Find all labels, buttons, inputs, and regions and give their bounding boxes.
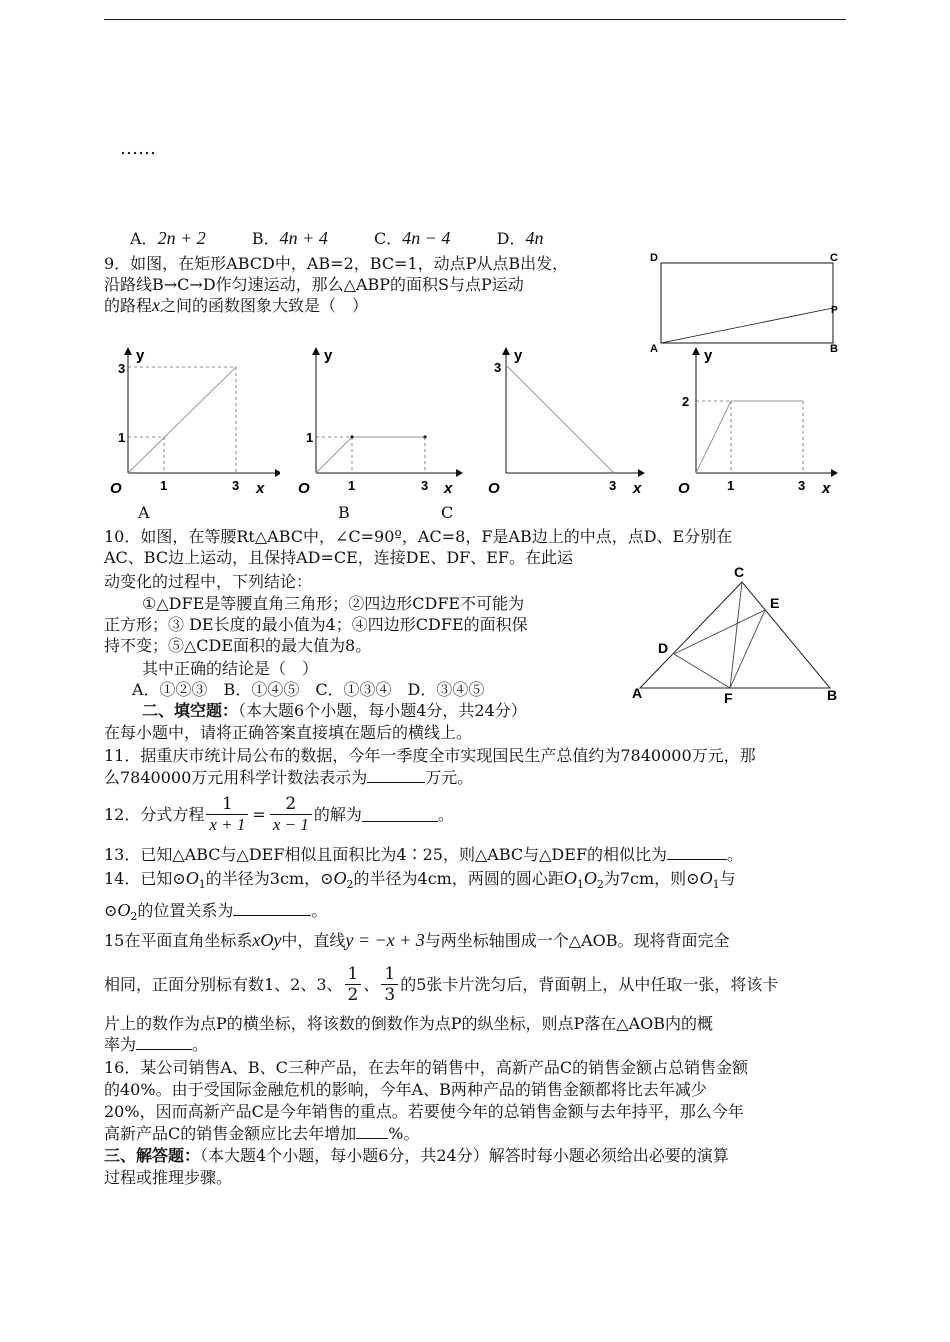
segment-de (674, 610, 765, 654)
q8-option-a: A． (130, 229, 158, 248)
graph-b (298, 345, 468, 505)
graph-b-x-label: x (444, 480, 453, 497)
graph-b-tick-y1: 1 (306, 430, 314, 445)
q9-line2: 沿路线B→C→D作匀速运动，那么△ABP的面积S与点P运动 (104, 275, 524, 294)
rect-label-b: B (830, 343, 838, 355)
q11-line2a: 么7840000万元用科学计数法表示为 (104, 768, 368, 787)
q8-option-c: C． (374, 229, 403, 248)
q12-post: 的解为 (313, 804, 362, 824)
q16-line3: 20%，因而高新产品C是今年销售的重点。若要使今年的总销售金额与去年持平，那么今年 (104, 1102, 744, 1121)
graph-b-origin: O (298, 480, 310, 497)
q16-line4: 高新产品C的销售金额应比去年增加 %。 (104, 1124, 420, 1143)
q8-option-b: B． (251, 229, 280, 248)
q11-line1: 11．据重庆市统计局公布的数据，今年一季度全市实现国民生产总值约为7840000万元，那 (104, 746, 756, 765)
graph-a-tick-x3: 3 (232, 478, 240, 493)
q9-line1: 9．如图，在矩形ABCD中，AB=2，BC=1，动点P从点B出发， (104, 254, 569, 273)
graph-b-tick-x3: 3 (421, 478, 429, 493)
q10-line5: 正方形；③ DE长度的最小值为4；④四边形CDFE的面积保 (104, 615, 528, 634)
q10-line2: AC、BC边上运动，且保持AD=CE，连接DE、DF、EF。在此运 (104, 548, 574, 567)
q14-line2: $⊙O_2$的位置关系为 。 (104, 900, 328, 924)
graph-a-origin: O (110, 480, 122, 497)
q12-pre: 12．分式方程 (104, 804, 205, 824)
graph-d-tick-y2: 2 (682, 394, 690, 409)
q15-line3: 片上的数作为点P的横坐标，将该数的倒数作为点P的纵坐标，则点P落在△AOB内的概 (104, 1014, 714, 1033)
q16-answer-blank (356, 1124, 388, 1139)
graph-b-tick-x1: 1 (348, 478, 356, 493)
q9-line3 (104, 295, 644, 316)
section2-note: 在每小题中，请将正确答案直接填在题后的横线上。 (104, 723, 473, 742)
q8-option-d: D． (496, 229, 526, 248)
q11-line2b: 万元。 (425, 768, 474, 787)
graph-c (488, 345, 658, 505)
q15-line2: 相同，正面分别标有数1、2、3、 $\frac{1}{2}$ 、 $\frac{1}{3}$ 的5张卡片洗匀后，背面朝上，从中任取一张，将该卡 (104, 963, 779, 1005)
graph-c-tick-y3: 3 (494, 360, 502, 375)
q13 (104, 844, 846, 865)
graph-a-x-label: x (256, 480, 265, 497)
q10-line7: 其中正确的结论是（ ） (142, 659, 319, 678)
section2-title: 二、填空题： (142, 701, 239, 720)
graph-b-label: B (338, 503, 350, 522)
graph-a-tick-y3: 3 (118, 361, 126, 376)
graph-c-y-label: y (514, 347, 523, 364)
q8-option-b-expr: 4n + 4 (279, 228, 328, 248)
graph-a-tick-x1: 1 (160, 478, 168, 493)
q13-end: 。 (727, 845, 744, 864)
q13-text: 13．已知△ABC与△DEF相似且面积比为4∶25，则△ABC与△DEF的相似比为 (104, 845, 668, 864)
q12-fraction-1 (206, 794, 248, 835)
q12-fraction-2 (270, 794, 312, 835)
section2-desc: （本大题6个小题，每小题4分，共24分） (238, 701, 527, 720)
graph-a-tick-y1: 1 (118, 430, 126, 445)
graph-c-tick-x3: 3 (609, 478, 617, 493)
rect-abcd (661, 263, 833, 343)
rect-label-a: A (650, 343, 658, 355)
segment-cf (730, 582, 742, 688)
segment-ap (661, 308, 833, 343)
q15-line1: 15在平面直角坐标系xOy中，直线y = −x + 3与两坐标轴围成一个△AOB。现将背面完全 (104, 930, 730, 950)
q9-line3b: 之间的函数图象大致是（ ） (160, 296, 369, 315)
graph-a (110, 345, 280, 505)
q15-xoy: xOy (252, 930, 282, 950)
q12-denominator-2: x − 1 (270, 814, 312, 835)
rect-label-p: P (831, 305, 838, 316)
section3-heading (104, 1145, 846, 1166)
q15-fraction-third: $\frac{1}{3}$ (381, 964, 398, 1005)
q8-option-c-expr: 4n − 4 (402, 228, 451, 248)
graph-c-origin: O (488, 480, 500, 497)
graph-d-tick-x3: 3 (798, 478, 806, 493)
tri-label-b: B (827, 687, 838, 703)
graph-d-origin: O (678, 480, 690, 497)
q15-fraction-half: $\frac{1}{2}$ (345, 964, 362, 1005)
q15-line4: 率为 。 (104, 1035, 209, 1054)
triangle-abc (640, 582, 830, 688)
q14-line1: 14．已知$⊙O_1$的半径为3cm，$⊙O_2$的半径为4cm，两圆的圆心距$O_1O_2$为7cm，则$⊙O_1$与 (104, 868, 736, 892)
q12-numerator-2: 2 (285, 793, 297, 814)
graph-d-y-label: y (704, 347, 713, 364)
graph-c-x-label: x (633, 480, 642, 497)
q12-denominator-1: x + 1 (206, 814, 248, 835)
section3-desc: （本大题4个小题，每小题6分，共24分）解答时每小题必须给出必要的演算 (200, 1146, 729, 1165)
graph-a-label: A (138, 503, 150, 522)
rect-label-c: C (830, 252, 838, 264)
q12-equals: = (252, 804, 266, 824)
q11-answer-blank (367, 768, 425, 783)
graph-a-y-label: y (136, 347, 145, 364)
q10-line6: 持不变；⑤△CDE面积的最大值为8。 (104, 636, 372, 655)
section3-line2: 过程或推理步骤。 (104, 1168, 233, 1187)
q15-equation: y = −x + 3 (345, 930, 425, 950)
graph-a-line (128, 367, 236, 473)
q10-triangle-figure (630, 560, 845, 710)
q11-line2 (104, 767, 846, 788)
q16-line2: 的40%。由于受国际金融危机的影响，今年A、B两种产品的销售金额都将比去年减少 (104, 1080, 707, 1099)
graph-b-y-label: y (324, 347, 333, 364)
q14-answer-blank (233, 901, 311, 916)
graph-d-x-label: x (822, 480, 831, 497)
tri-label-e: E (770, 595, 780, 611)
q10-line3: 动变化的过程中，下列结论： (104, 572, 313, 591)
q12 (104, 788, 454, 840)
graph-d (676, 345, 846, 505)
tri-label-d: D (658, 640, 669, 656)
q8-option-d-expr: 4n (525, 228, 544, 248)
q9-var-x: x (152, 295, 161, 315)
rect-label-d: D (650, 252, 658, 264)
tri-label-c: C (734, 564, 745, 580)
q12-end: 。 (437, 804, 454, 824)
section3-title: 三、解答题： (104, 1146, 201, 1165)
q10-line1: 10．如图，在等腰Rt△ABC中，∠C=90º，AC=8，F是AB边上的中点，点D、E分别在 (104, 527, 733, 546)
q16-line1: 16．某公司销售A、B、C三种产品，在去年的销售中，高新产品C的销售金额占总销售金额 (104, 1058, 749, 1077)
header-rule (104, 19, 846, 20)
graph-c-label: C (441, 503, 454, 522)
q12-answer-blank (362, 807, 438, 822)
ellipsis: …… (120, 138, 156, 159)
q8-option-a-expr: 2n + 2 (157, 228, 206, 248)
tri-label-a: A (632, 685, 643, 701)
q13-answer-blank (667, 845, 727, 860)
q10-line4: ①△DFE是等腰直角三角形；②四边形CDFE不可能为 (142, 594, 525, 613)
q9-rectangle-figure (648, 250, 848, 355)
q8-options (130, 228, 543, 249)
q12-numerator-1: 1 (221, 793, 233, 814)
segment-ef (730, 610, 765, 688)
section2-heading (142, 700, 622, 721)
q9-line3a: 的路程 (104, 296, 153, 315)
graph-d-tick-x1: 1 (727, 478, 735, 493)
tri-label-f: F (724, 690, 733, 706)
q15-answer-blank (136, 1035, 192, 1050)
q10-options: A．①②③ B．①④⑤ C．①③④ D．③④⑤ (132, 680, 485, 699)
segment-df (674, 654, 730, 688)
